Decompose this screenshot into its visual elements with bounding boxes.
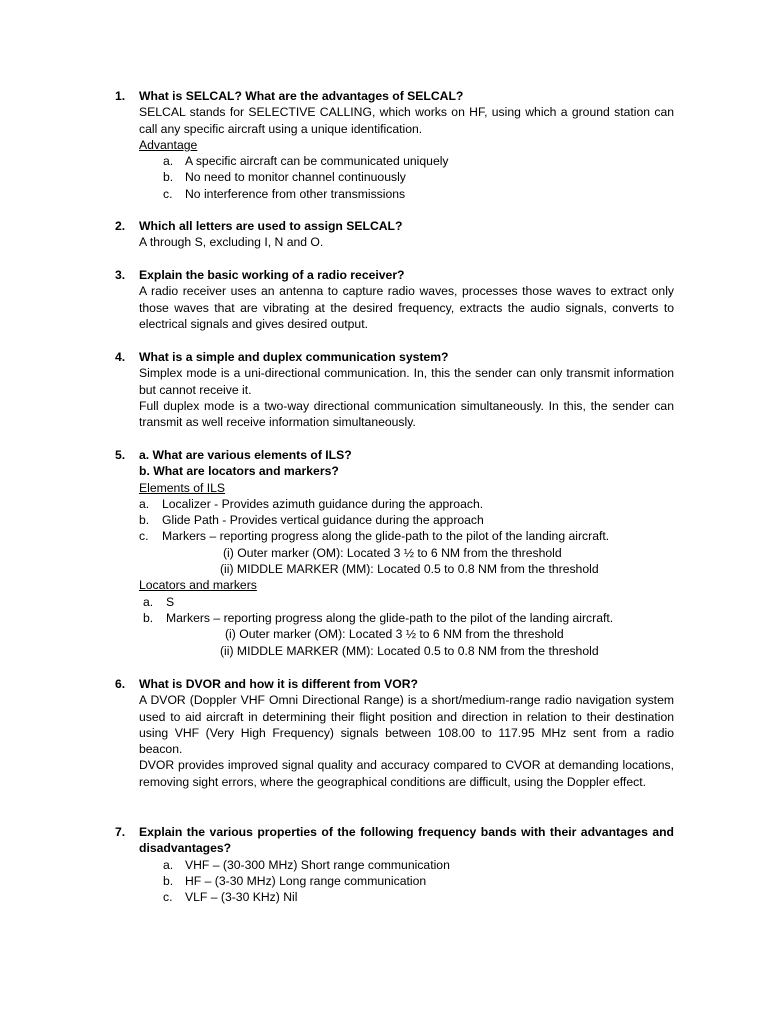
list-text: HF – (3-30 MHz) Long range communication (185, 873, 427, 888)
answer-text: A through S, excluding I, N and O. (139, 235, 324, 250)
list-text: Markers – reporting progress along the glide-path to the pilot of the landing aircraft. (166, 610, 614, 625)
question-title: a. What are various elements of ILS? (139, 448, 352, 462)
list-label: a. (139, 496, 150, 511)
list-text: Localizer - Provides azimuth guidance during the approach. (162, 496, 484, 511)
list-item (139, 857, 674, 873)
list-label: a. (143, 594, 154, 609)
question-number: 3. (115, 268, 126, 282)
answer-paragraph: Simplex mode is a uni-directional communication. In, this the sender can only transmit information but cannot receive it. (139, 366, 674, 397)
answer-text: A radio receiver uses an antenna to capture radio waves, processes those waves to extract only those waves that are vibrating at the desired frequency, extracts the audio signals, converts to electrical signals and gives desired output. (139, 284, 674, 331)
question-1 (115, 88, 675, 202)
question-number: 1. (115, 89, 126, 103)
question-number: 4. (115, 350, 126, 364)
question-title: What is DVOR and how it is different from VOR? (139, 677, 418, 691)
question-title: Which all letters are used to assign SELCAL? (139, 219, 403, 233)
question-title: Explain the basic working of a radio receiver? (139, 268, 405, 282)
answer-paragraph: DVOR provides improved signal quality and accuracy compared to CVOR at demanding locations, removing sight errors, where the geographical conditions are difficult, using the Doppler effect. (139, 758, 674, 789)
list-item (139, 153, 674, 169)
question-number: 7. (115, 825, 126, 839)
section-heading: Advantage (139, 137, 198, 152)
list-item (139, 610, 674, 626)
list-text: A specific aircraft can be communicated uniquely (185, 154, 449, 169)
question-title: What is SELCAL? What are the advantages of SELCAL? (139, 89, 464, 103)
list-item (139, 873, 674, 889)
list-label: c. (163, 186, 173, 201)
list-label: b. (163, 873, 174, 888)
question-title: b. What are locators and markers? (139, 464, 339, 479)
list-item (139, 496, 674, 512)
list-label: c. (139, 529, 149, 544)
question-2 (115, 218, 675, 251)
list-text: VLF – (3-30 KHz) Nil (185, 890, 298, 905)
list-label: a. (163, 857, 174, 872)
answer-text: SELCAL stands for SELECTIVE CALLING, which works on HF, using which a ground station can call any specific aircraft using a unique identification. (139, 105, 674, 136)
list-label: b. (143, 610, 154, 625)
list-text: No need to monitor channel continuously (185, 170, 406, 185)
section-heading: Elements of ILS (139, 480, 226, 495)
list-item (139, 528, 674, 544)
list-label: b. (163, 170, 174, 185)
list-label: a. (163, 154, 174, 169)
list-text: VHF – (30-300 MHz) Short range communication (185, 857, 450, 872)
list-text: No interference from other transmissions (185, 186, 406, 201)
marker-line: (i) Outer marker (OM): Located 3 ½ to 6 NM from the threshold (223, 545, 562, 560)
question-title: What is a simple and duplex communication system? (139, 350, 449, 364)
question-title: Explain the various properties of the following frequency bands with their advantages and disadvantages? (139, 825, 674, 856)
list-item (139, 594, 674, 610)
list-text: Glide Path - Provides vertical guidance during the approach (162, 513, 484, 528)
list-item (139, 512, 674, 528)
question-7 (115, 824, 675, 905)
marker-line: (ii) MIDDLE MARKER (MM): Located 0.5 to 0.8 NM from the threshold (220, 562, 599, 577)
list-item (139, 889, 674, 905)
list-item (139, 169, 674, 185)
question-6 (115, 676, 675, 790)
answer-paragraph: Full duplex mode is a two-way directional communication simultaneously. In this, the sender can transmit as well receive information simultaneously. (139, 398, 674, 430)
list-text: Markers – reporting progress along the glide-path to the pilot of the landing aircraft. (162, 529, 610, 544)
list-label: b. (139, 513, 150, 528)
question-number: 5. (115, 448, 126, 462)
list-text: S (166, 594, 175, 609)
marker-line: (ii) MIDDLE MARKER (MM): Located 0.5 to 0.8 NM from the threshold (220, 643, 599, 658)
question-number: 2. (115, 219, 126, 233)
question-5 (115, 447, 675, 659)
list-item (139, 186, 674, 202)
question-number: 6. (115, 677, 126, 691)
question-4 (115, 349, 675, 430)
marker-line: (i) Outer marker (OM): Located 3 ½ to 6 NM from the threshold (225, 627, 564, 642)
answer-paragraph: A DVOR (Doppler VHF Omni Directional Range) is a short/medium-range radio navigation system used to aid aircraft in determining their flight position and direction in relation to their destination using VHF (Very High Frequency) signals between 108.00 to 117.95 MHz sent from a radio beacon. (139, 693, 674, 757)
list-label: c. (163, 890, 173, 905)
question-3 (115, 267, 675, 332)
section-heading: Locators and markers (139, 578, 257, 593)
